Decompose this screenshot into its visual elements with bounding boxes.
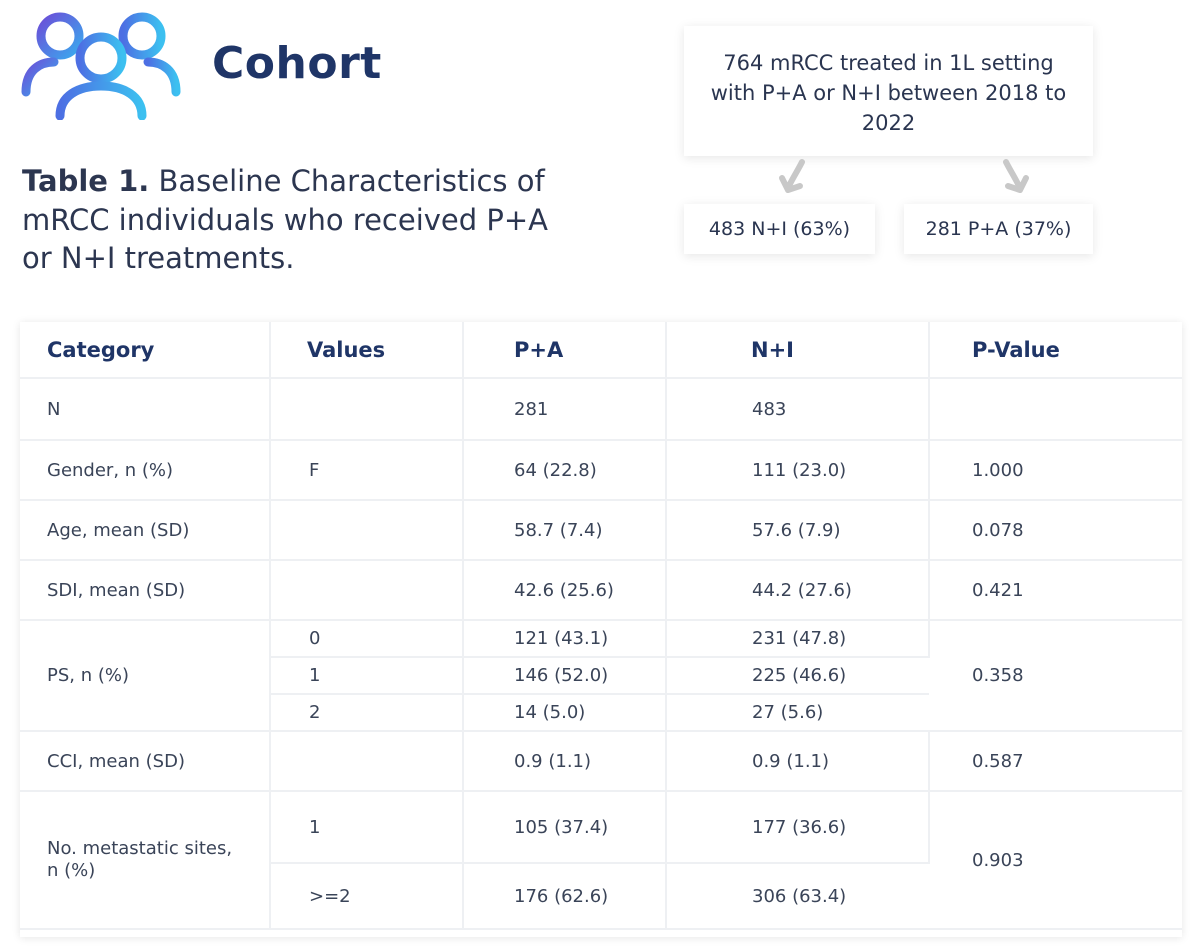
table-caption: [22, 162, 582, 278]
value-cell: 1: [270, 657, 463, 694]
p-value-cell: 1.000: [929, 440, 1182, 500]
p-value-cell: 0.358: [929, 620, 1182, 731]
value-cell: [270, 560, 463, 620]
table-row: [20, 378, 1182, 440]
pa-cell: 121 (43.1): [463, 620, 666, 657]
value-cell: 2: [270, 694, 463, 731]
p-value-cell: 0.421: [929, 560, 1182, 620]
pa-count-box: 281 P+A (37%): [904, 204, 1093, 254]
pa-cell: 0.9 (1.1): [463, 731, 666, 791]
column-header: P-Value: [929, 322, 1182, 378]
category-cell: Gender, n (%): [20, 440, 270, 500]
ni-cell: 0.9 (1.1): [666, 731, 929, 791]
table-row: [20, 560, 1182, 620]
ni-cell: 57.6 (7.9): [666, 500, 929, 560]
column-header: Values: [270, 322, 463, 378]
category-cell: N: [20, 378, 270, 440]
pa-cell: 281: [463, 378, 666, 440]
table-header-row: [20, 322, 1182, 378]
value-cell: >=2: [270, 863, 463, 929]
category-cell: SDI, mean (SD): [20, 560, 270, 620]
pa-cell: 14 (5.0): [463, 694, 666, 731]
caption-text: Baseline Characteristics of mRCC individuals who received P+A or N+I treatments.: [22, 164, 549, 275]
value-cell: [270, 378, 463, 440]
column-header: N+I: [666, 322, 929, 378]
column-header: P+A: [463, 322, 666, 378]
p-value-cell: [929, 378, 1182, 440]
pa-cell: 176 (62.6): [463, 863, 666, 929]
ni-cell: 44.2 (27.6): [666, 560, 929, 620]
pa-cell: 146 (52.0): [463, 657, 666, 694]
table-row: [20, 791, 1182, 863]
pa-cell: 42.6 (25.6): [463, 560, 666, 620]
p-value-cell: 0.903: [929, 791, 1182, 929]
category-cell: Age, mean (SD): [20, 500, 270, 560]
pa-cell: 58.7 (7.4): [463, 500, 666, 560]
ni-cell: 177 (36.6): [666, 791, 929, 863]
pa-cell: 105 (37.4): [463, 791, 666, 863]
category-cell: No. metastatic sites, n (%): [20, 791, 270, 929]
value-cell: [270, 500, 463, 560]
table-row: [20, 731, 1182, 791]
caption-label: Table 1.: [22, 164, 150, 198]
ni-cell: 483: [666, 378, 929, 440]
table-row: [20, 500, 1182, 560]
pa-cell: 64 (22.8): [463, 440, 666, 500]
category-cell: CCI, mean (SD): [20, 731, 270, 791]
cohort-total-box: 764 mRCC treated in 1L setting with P+A or N+I between 2018 to 2022: [684, 26, 1093, 156]
value-cell: F: [270, 440, 463, 500]
value-cell: [270, 731, 463, 791]
curved-arrow-down-icon: [998, 158, 1038, 198]
p-value-cell: 0.587: [929, 731, 1182, 791]
ni-cell: 306 (63.4): [666, 863, 929, 929]
curved-arrow-down-icon: [774, 158, 814, 198]
p-value-cell: 0.078: [929, 500, 1182, 560]
page-title: Cohort: [212, 38, 382, 89]
ni-count-box: 483 N+I (63%): [684, 204, 875, 254]
column-header: Category: [20, 322, 270, 378]
table-row: [20, 620, 1182, 657]
value-cell: 1: [270, 791, 463, 863]
value-cell: 0: [270, 620, 463, 657]
category-cell: PS, n (%): [20, 620, 270, 731]
ni-cell: 225 (46.6): [666, 657, 929, 694]
ni-cell: 27 (5.6): [666, 694, 929, 731]
ni-cell: 231 (47.8): [666, 620, 929, 657]
people-group-icon: [20, 8, 182, 120]
baseline-table: [20, 322, 1182, 937]
table-row: [20, 440, 1182, 500]
ni-cell: 111 (23.0): [666, 440, 929, 500]
